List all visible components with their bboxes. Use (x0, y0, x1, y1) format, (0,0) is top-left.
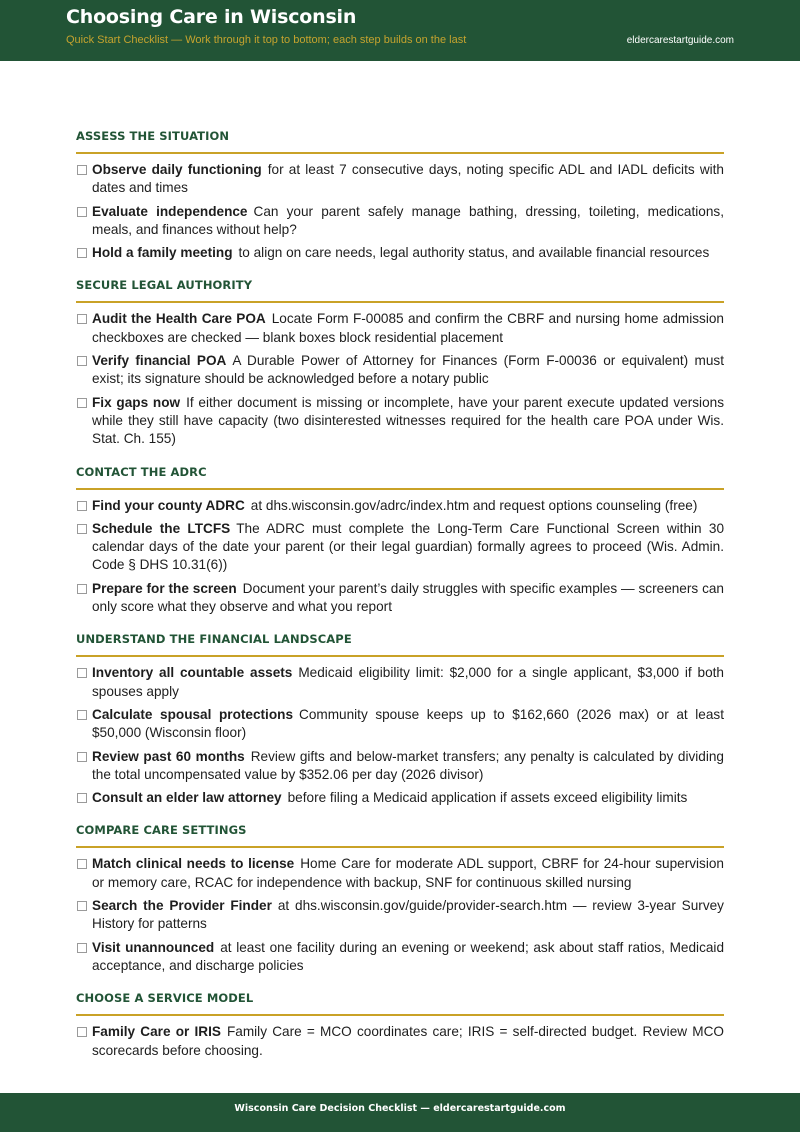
checklist-item (76, 244, 724, 262)
checkbox[interactable] (77, 752, 87, 762)
checklist-item (76, 310, 724, 347)
checklist-item (76, 897, 724, 934)
item-text: Review gifts and below-market transfers; any penalty is calculated by dividing the total uncompensated value by $352.06 per day (2026 divisor) (92, 748, 724, 782)
item-text: Document your parent’s daily struggles with specific examples — screeners can only score what they observe and what you report (92, 580, 724, 615)
checklist-section (76, 812, 724, 975)
checkbox[interactable] (77, 248, 87, 258)
item-text: at dhs.wisconsin.gov/adrc/index.htm and request options counseling (free) (250, 497, 698, 513)
item-text: for at least 7 consecutive days, noting specific ADL and IADL deficits with dates and times (92, 162, 724, 196)
item-text: at dhs.wisconsin.gov/guide/provider-search.htm — review 3-year Survey History for patterns (92, 898, 724, 932)
section-title: CHOOSE A SERVICE MODEL (76, 980, 724, 1016)
checklist-section (76, 980, 724, 1060)
checklist-item (76, 580, 724, 617)
section-title: UNDERSTAND THE FINANCIAL LANDSCAPE (76, 621, 724, 657)
item-text: Locate Form F-00085 and confirm the CBRF and nursing home admission checkboxes are checked — blank boxes block residential placement (92, 311, 724, 345)
item-label: Family Care or IRIS (92, 1024, 221, 1040)
checklist-items (76, 490, 724, 617)
checklist-items (76, 848, 724, 975)
item-label: Evaluate independence (92, 203, 248, 219)
item-label: Review past 60 months (92, 748, 245, 764)
section-title: CONTACT THE ADRC (76, 454, 724, 490)
checkbox[interactable] (77, 668, 87, 678)
checkbox[interactable] (77, 398, 87, 408)
checklist-item (76, 939, 724, 976)
checklist-section (76, 267, 724, 448)
page-footer (0, 1093, 800, 1132)
footer-text: Wisconsin Care Decision Checklist — eldercarestartguide.com (234, 1103, 566, 1114)
item-label: Observe daily functioning (92, 162, 262, 177)
checklist-section (76, 621, 724, 807)
checklist-item (76, 664, 724, 701)
checklist-item (76, 789, 724, 807)
checkbox[interactable] (77, 1027, 87, 1037)
item-label: Find your county ADRC (92, 497, 245, 513)
checkbox[interactable] (77, 859, 87, 869)
site-url: eldercarestartguide.com (626, 35, 734, 46)
checkbox[interactable] (77, 207, 87, 217)
item-label: Schedule the LTCFS (92, 520, 231, 536)
section-title: SECURE LEGAL AUTHORITY (76, 267, 724, 303)
checklist-section (76, 118, 724, 262)
item-label: Prepare for the screen (92, 580, 237, 596)
item-label: Audit the Health Care POA (92, 311, 266, 327)
page-subtitle: Quick Start Checklist — Work through it top to bottom; each step builds on the last (66, 34, 467, 46)
checkbox[interactable] (77, 501, 87, 511)
page-header (0, 0, 800, 61)
checkbox[interactable] (77, 165, 87, 175)
item-text: Medicaid eligibility limit: $2,000 for a single applicant, $3,000 if both spouses apply (92, 665, 724, 699)
item-label: Consult an elder law attorney (92, 790, 282, 806)
section-title: COMPARE CARE SETTINGS (76, 812, 724, 848)
checklist-items (76, 303, 724, 448)
checkbox[interactable] (77, 901, 87, 911)
checklist-item (76, 394, 724, 449)
item-text: to align on care needs, legal authority status, and available financial resources (238, 245, 710, 261)
item-label: Hold a family meeting (92, 245, 233, 261)
item-text: The ADRC must complete the Long-Term Care Functional Screen within 30 calendar days of the date your parent (or their legal guardian) formally agrees to proceed (Wis. Admin. Code § DHS 10.31(6)) (92, 520, 725, 573)
checklist-item (76, 520, 724, 575)
checkbox[interactable] (77, 943, 87, 953)
item-label: Search the Provider Finder (92, 898, 272, 914)
item-label: Calculate spousal protections (92, 706, 293, 722)
checklist-item (76, 203, 724, 240)
checklist-item (76, 352, 724, 389)
checklist-items (76, 1016, 724, 1060)
checklist-section (76, 454, 724, 617)
item-label: Verify financial POA (92, 353, 227, 369)
item-label: Fix gaps now (92, 394, 181, 410)
item-text: Can your parent safely manage bathing, dressing, toileting, medications, meals, and finances without help? (92, 203, 724, 237)
item-label: Inventory all countable assets (92, 665, 293, 681)
checklist-item (76, 748, 724, 785)
checklist-item (76, 706, 724, 743)
checklist-items (76, 657, 724, 807)
checkbox[interactable] (77, 524, 87, 534)
checklist-item (76, 161, 724, 198)
item-text: A Durable Power of Attorney for Finances (Form F-00036 or equivalent) must exist; its signature should be acknowledged before a notary public (92, 353, 725, 387)
checklist-item (76, 1023, 724, 1060)
item-text: Home Care for moderate ADL support, CBRF for 24-hour supervision or memory care, RCAC for independence with backup, SNF for continuous skilled nursing (92, 856, 724, 890)
checkbox[interactable] (77, 356, 87, 366)
checklist-item (76, 497, 724, 515)
item-text: If either document is missing or incomplete, have your parent execute updated versions while they still have capacity (two disinterested witnesses required for the health care POA under Wis. Stat. Ch. 155) (92, 394, 724, 447)
checkbox[interactable] (77, 793, 87, 803)
checklist-items (76, 154, 724, 262)
page-title: Choosing Care in Wisconsin (66, 6, 357, 28)
item-text: at least one facility during an evening or weekend; ask about staff ratios, Medicaid acceptance, and discharge policies (92, 939, 725, 973)
checkbox[interactable] (77, 584, 87, 594)
item-text: before filing a Medicaid application if assets exceed eligibility limits (287, 790, 688, 806)
checkbox[interactable] (77, 314, 87, 324)
checklist (76, 118, 724, 1065)
item-label: Match clinical needs to license (92, 856, 295, 872)
checklist-item (76, 855, 724, 892)
item-text: Family Care = MCO coordinates care; IRIS = self-directed budget. Review MCO scorecards before choosing. (92, 1024, 725, 1058)
item-text: Community spouse keeps up to $162,660 (2026 max) or at least $50,000 (Wisconsin floor) (92, 706, 724, 741)
section-title: ASSESS THE SITUATION (76, 118, 724, 154)
checkbox[interactable] (77, 710, 87, 720)
item-label: Visit unannounced (92, 939, 215, 955)
